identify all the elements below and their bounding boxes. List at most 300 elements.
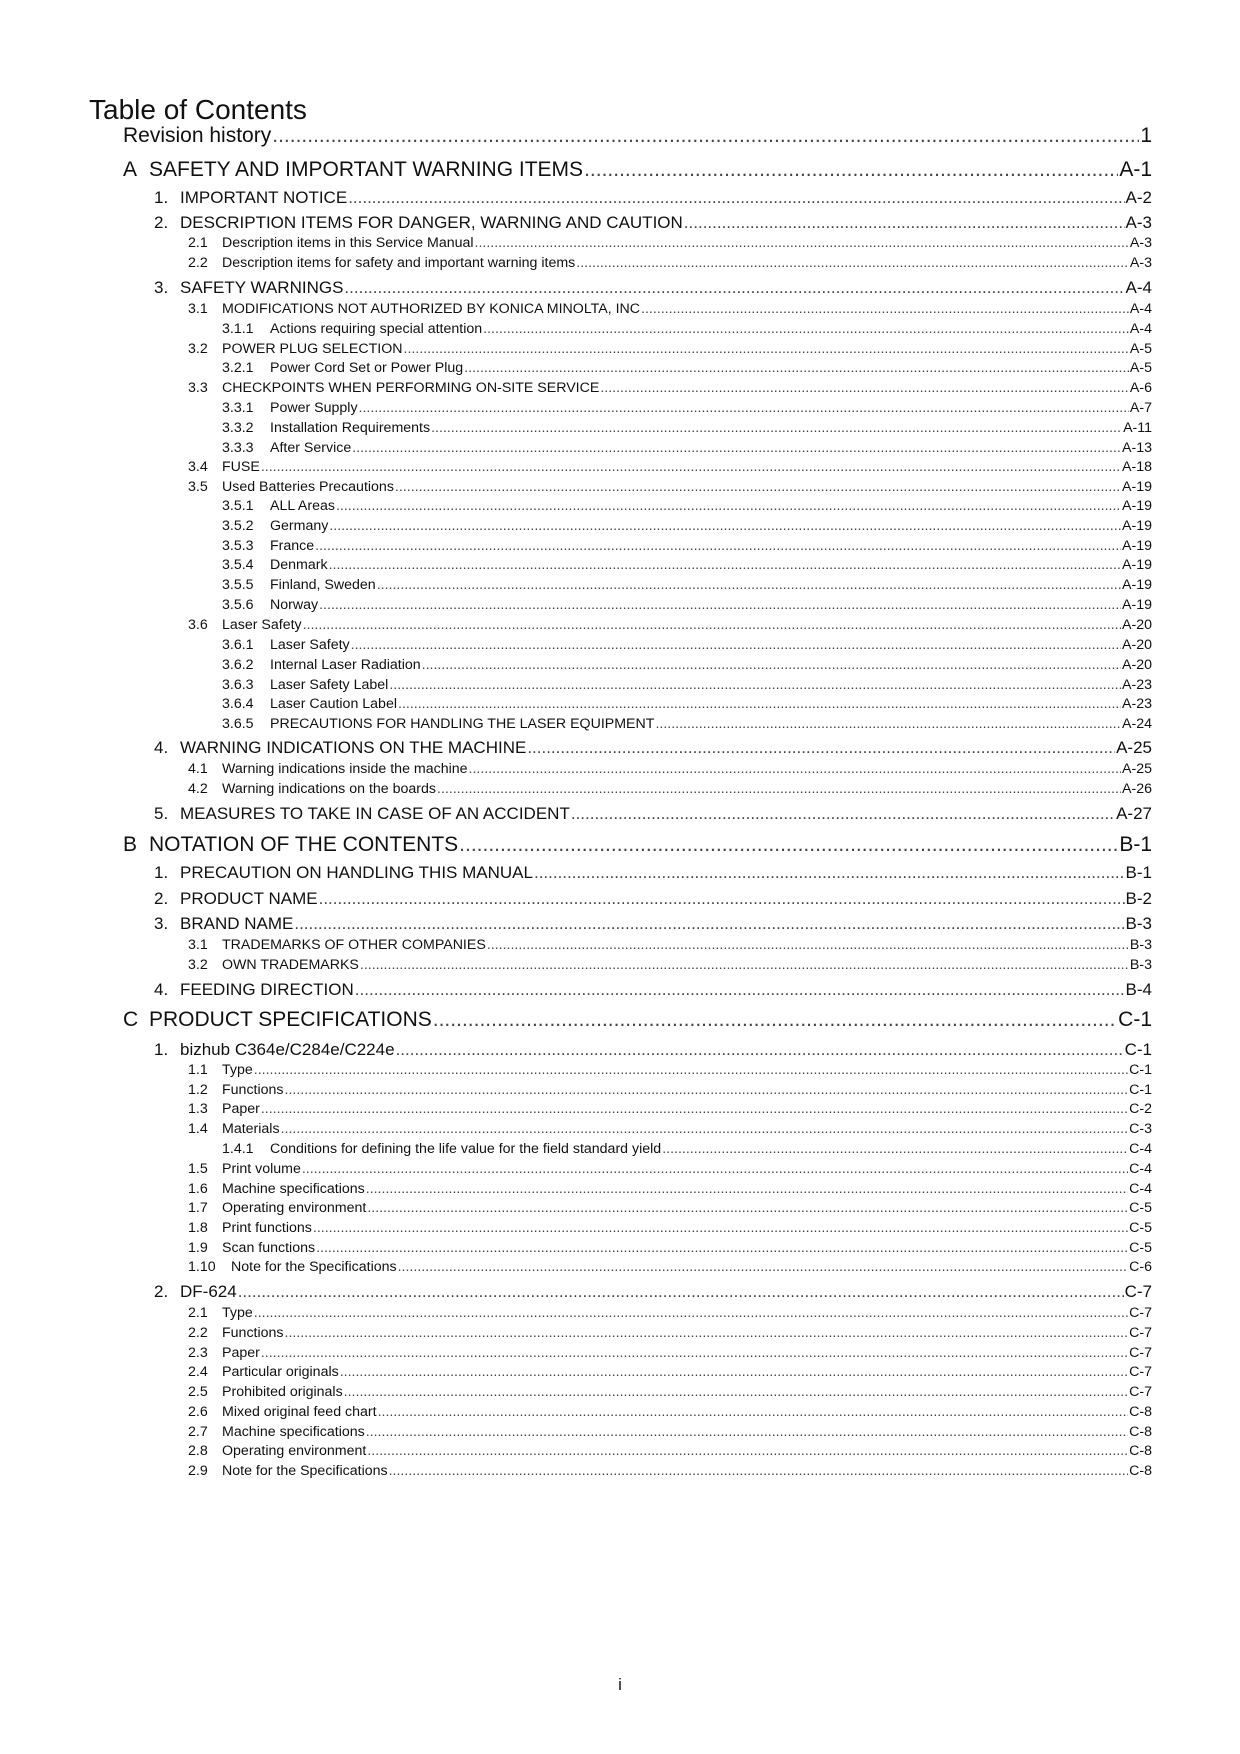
dot-leader [367, 1443, 1128, 1459]
dot-leader [398, 1259, 1129, 1275]
toc-entry-number: 3.1.1 [222, 321, 254, 337]
dot-leader [336, 498, 1121, 514]
toc-entry-number: 2.1 [188, 1305, 208, 1321]
toc-entry-page: B-1 [1125, 863, 1152, 882]
toc-entry-label: PRODUCT SPECIFICATIONS [149, 1008, 432, 1031]
toc-entry-page: B-3 [1125, 914, 1152, 933]
toc-entry-label: Description items in this Service Manual [222, 235, 474, 251]
dot-leader [329, 518, 1121, 534]
toc-entry[interactable] [188, 1443, 1152, 1462]
toc-entry-number: 2. [154, 889, 169, 908]
toc-entry[interactable] [222, 360, 1152, 379]
toc-entry-page: C-3 [1129, 1121, 1152, 1137]
toc-entry-page: A-4 [1129, 321, 1152, 337]
toc-entry[interactable] [222, 498, 1152, 517]
toc-entry-label: MODIFICATIONS NOT AUTHORIZED BY KONICA MINOLTA, INC [222, 301, 641, 317]
toc-entry[interactable] [188, 1404, 1152, 1423]
toc-entry-page: C-7 [1129, 1305, 1152, 1321]
toc-entry[interactable] [123, 124, 1152, 152]
toc-entry-page: A-4 [1125, 278, 1152, 297]
toc-entry-label: bizhub C364e/C284e/C224e [180, 1040, 395, 1059]
toc-entry-number: 4. [154, 738, 169, 757]
toc-entry[interactable] [154, 863, 1152, 885]
dot-leader [475, 235, 1129, 251]
toc-entry-label: CHECKPOINTS WHEN PERFORMING ON-SITE SERVICE [222, 380, 600, 396]
toc-entry-page: C-7 [1124, 1282, 1152, 1301]
toc-entry-number: 3.3 [188, 380, 208, 396]
toc-entry-page: C-5 [1129, 1200, 1152, 1216]
dot-leader [378, 1404, 1129, 1420]
dot-leader [389, 677, 1121, 693]
toc-entry-number: 3.5.5 [222, 577, 254, 593]
toc-entry-label: Print functions [222, 1220, 312, 1236]
toc-entry-label: Installation Requirements [270, 420, 431, 436]
toc-entry-number: 2.4 [188, 1364, 208, 1380]
dot-leader [348, 188, 1124, 208]
dot-leader [404, 341, 1129, 357]
toc-entry-page: C-8 [1129, 1404, 1152, 1420]
toc-entry-page: C-7 [1129, 1345, 1152, 1361]
toc-entry-number: 4. [154, 980, 169, 999]
toc-entry[interactable] [154, 738, 1152, 760]
toc-entry-page: C-1 [1118, 1008, 1152, 1031]
dot-leader [344, 1384, 1128, 1400]
toc-entry-number: 3.6.2 [222, 657, 254, 673]
dot-leader [684, 213, 1125, 233]
toc-entry-page: C-8 [1129, 1424, 1152, 1440]
toc-entry-label: Laser Safety [270, 637, 350, 653]
toc-entry-page: A-13 [1122, 440, 1152, 456]
dot-leader [303, 617, 1121, 633]
toc-entry-number: 3.5.2 [222, 518, 254, 534]
toc-entry-page: A-19 [1122, 479, 1152, 495]
toc-entry-number: 2.9 [188, 1463, 208, 1479]
toc-entry-page: C-1 [1129, 1062, 1152, 1078]
toc-entry-page: 1 [1140, 124, 1152, 147]
toc-entry-number: 2.2 [188, 255, 208, 271]
toc-entry[interactable] [188, 1345, 1152, 1364]
toc-entry-page: B-3 [1129, 937, 1152, 953]
dot-leader [351, 637, 1121, 653]
toc-entry-page: A-20 [1122, 617, 1152, 633]
toc-entry-page: A-18 [1122, 459, 1152, 475]
toc-entry[interactable] [188, 1463, 1152, 1482]
toc-entry-number: 2. [154, 213, 169, 232]
toc-entry-page: A-6 [1129, 380, 1152, 396]
toc-entry-label: NOTATION OF THE CONTENTS [149, 833, 459, 856]
toc-entry-label: OWN TRADEMARKS [222, 957, 359, 973]
toc-entry[interactable] [188, 380, 1152, 399]
dot-leader [576, 255, 1129, 271]
toc-entry-page: C-1 [1124, 1040, 1152, 1059]
toc-entry[interactable] [188, 1101, 1152, 1120]
toc-entry[interactable] [123, 1008, 1152, 1036]
toc-entry[interactable] [222, 321, 1152, 340]
toc-entry-label: Paper [222, 1101, 260, 1117]
toc-entry-label: PRODUCT NAME [180, 889, 318, 908]
dot-leader [302, 1161, 1128, 1177]
dot-leader [359, 400, 1129, 416]
toc-entry-page: A-3 [1125, 213, 1152, 232]
toc-entry-number: 3.5.1 [222, 498, 254, 514]
dot-leader [600, 380, 1129, 396]
toc-entry-label: SAFETY WARNINGS [180, 278, 344, 297]
toc-entry-page: C-8 [1129, 1443, 1152, 1459]
toc-entry-label: PRECAUTION ON HANDLING THIS MANUAL [180, 863, 533, 882]
toc-entry[interactable] [188, 617, 1152, 636]
toc-entry-page: A-27 [1116, 804, 1152, 823]
toc-entry-page: A-25 [1116, 738, 1152, 757]
toc-entry-page: B-3 [1129, 957, 1152, 973]
toc-entry-label: Note for the Specifications [222, 1463, 388, 1479]
dot-leader [527, 738, 1115, 758]
toc-entry-number: 3.6.3 [222, 677, 254, 693]
dot-leader [431, 420, 1122, 436]
toc-entry[interactable] [222, 518, 1152, 537]
dot-leader [641, 301, 1129, 317]
toc-entry-label: DF-624 [180, 1282, 237, 1301]
toc-entry-number: 3.6.5 [222, 716, 254, 732]
toc-entry-page: C-7 [1129, 1325, 1152, 1341]
toc-entry-page: C-8 [1129, 1463, 1152, 1479]
toc-entry-label: POWER PLUG SELECTION [222, 341, 403, 357]
toc-entry-label: Paper [222, 1345, 260, 1361]
dot-leader [281, 1121, 1129, 1137]
toc-entry-number: 2.7 [188, 1424, 208, 1440]
toc-entry-number: 2.3 [188, 1345, 208, 1361]
toc-entry-page: A-3 [1129, 235, 1152, 251]
toc-entry-page: C-2 [1129, 1101, 1152, 1117]
dot-leader [285, 1325, 1129, 1341]
toc-entry[interactable] [154, 1282, 1152, 1304]
toc-entry[interactable] [123, 158, 1152, 186]
toc-entry[interactable] [222, 1141, 1152, 1160]
toc-entry[interactable] [188, 255, 1152, 274]
toc-entry-page: A-19 [1122, 518, 1152, 534]
dot-leader [584, 158, 1118, 182]
toc-entry-number: 2.8 [188, 1443, 208, 1459]
dot-leader [469, 761, 1122, 777]
toc-entry[interactable] [188, 1121, 1152, 1140]
dot-leader [355, 980, 1125, 1000]
dot-leader [261, 1101, 1128, 1117]
toc-entry[interactable] [188, 1325, 1152, 1344]
dot-leader [294, 914, 1124, 934]
toc-entry-page: A-11 [1123, 420, 1152, 436]
toc-entry[interactable] [154, 804, 1152, 826]
toc-entry[interactable] [154, 889, 1152, 911]
toc-entry-page: A-25 [1122, 761, 1152, 777]
dot-leader [655, 716, 1121, 732]
toc-entry-number: 1.1 [188, 1062, 208, 1078]
toc-entry-label: Warning indications on the boards [222, 781, 436, 797]
toc-entry-label: Mixed original feed chart [222, 1404, 377, 1420]
dot-leader [360, 957, 1129, 973]
toc-entry-page: A-19 [1122, 597, 1152, 613]
dot-leader [261, 1345, 1128, 1361]
toc-entry-number: 3.6.1 [222, 637, 254, 653]
dot-leader [389, 1463, 1129, 1479]
toc-entry-label: SAFETY AND IMPORTANT WARNING ITEMS [149, 158, 584, 181]
toc-entry-page: C-4 [1129, 1141, 1152, 1157]
toc-entry-number: 1. [154, 188, 169, 207]
toc-entry-label: Type [222, 1062, 253, 1078]
toc-entry-label: Particular originals [222, 1364, 339, 1380]
toc-entry-number: 3.1 [188, 301, 208, 317]
dot-leader [487, 937, 1129, 953]
toc-entry-label: WARNING INDICATIONS ON THE MACHINE [180, 738, 527, 757]
toc-entry[interactable] [188, 1082, 1152, 1101]
toc-entry-number: A [123, 158, 138, 181]
dot-leader [459, 833, 1118, 857]
dot-leader [422, 657, 1121, 673]
toc-entry-page: C-7 [1129, 1384, 1152, 1400]
toc-entry[interactable] [222, 538, 1152, 557]
toc-entry-label: Machine specifications [222, 1181, 365, 1197]
toc-entry[interactable] [222, 657, 1152, 676]
toc-entry-number: 3. [154, 278, 169, 297]
dot-leader [534, 863, 1125, 883]
toc-entry-number: 3.6 [188, 617, 208, 633]
toc-entry-label: Finland, Sweden [270, 577, 376, 593]
toc-entry[interactable] [188, 235, 1152, 254]
toc-entry-page: A-24 [1122, 716, 1152, 732]
dot-leader [254, 1305, 1128, 1321]
toc-entry-number: 5. [154, 804, 169, 823]
toc-entry[interactable] [188, 1161, 1152, 1180]
toc-entry-number: 3.5.4 [222, 557, 254, 573]
toc-entry-page: B-2 [1125, 889, 1152, 908]
toc-entry-page: A-3 [1129, 255, 1152, 271]
toc-entry-page: A-7 [1129, 400, 1152, 416]
toc-entry-label: IMPORTANT NOTICE [180, 188, 348, 207]
toc-entry[interactable] [123, 833, 1152, 861]
toc-entry-label: TRADEMARKS OF OTHER COMPANIES [222, 937, 486, 953]
toc-entry-page: A-19 [1122, 498, 1152, 514]
toc-entry-number: 1.8 [188, 1220, 208, 1236]
toc-entry[interactable] [188, 1384, 1152, 1403]
toc-entry-number: 2.6 [188, 1404, 208, 1420]
dot-leader [437, 781, 1121, 797]
toc-entry[interactable] [222, 400, 1152, 419]
dot-leader [254, 1062, 1128, 1078]
toc-entry-label: Functions [222, 1325, 284, 1341]
dot-leader [340, 1364, 1128, 1380]
toc-entry-page: A-26 [1122, 781, 1152, 797]
toc-entry-page: A-5 [1129, 341, 1152, 357]
toc-entry-label: Functions [222, 1082, 284, 1098]
toc-entry[interactable] [188, 781, 1152, 800]
toc-entry[interactable] [222, 677, 1152, 696]
toc-entry[interactable] [222, 696, 1152, 715]
toc-entry-number: 3. [154, 914, 169, 933]
toc-entry[interactable] [222, 597, 1152, 616]
toc-entry-page: C-4 [1129, 1161, 1152, 1177]
toc-entry-page: A-20 [1122, 637, 1152, 653]
toc-entry-label: Operating environment [222, 1200, 367, 1216]
toc-entry-label: DESCRIPTION ITEMS FOR DANGER, WARNING AND CAUTION [180, 213, 683, 232]
toc-entry-label: France [270, 538, 315, 554]
toc-entry-label: After Service [270, 440, 352, 456]
dot-leader [662, 1141, 1128, 1157]
toc-entry-number: 4.1 [188, 761, 208, 777]
toc-entry-label: Type [222, 1305, 253, 1321]
toc-entry-number: 3.2.1 [222, 360, 254, 376]
toc-entry-label: Norway [270, 597, 319, 613]
toc-entry[interactable] [188, 1424, 1152, 1443]
toc-entry-number: 1.4.1 [222, 1141, 254, 1157]
toc-entry-page: A-23 [1122, 696, 1152, 712]
toc-entry-label: Materials [222, 1121, 280, 1137]
toc-entry-number: 2. [154, 1282, 169, 1301]
toc-entry-label: Power Supply [270, 400, 358, 416]
toc-entry[interactable] [188, 1259, 1152, 1278]
toc-entry-label: Actions requiring special attention [270, 321, 483, 337]
dot-leader [319, 597, 1121, 613]
toc-entry-page: A-23 [1122, 677, 1152, 693]
toc-entry-label: Print volume [222, 1161, 301, 1177]
dot-leader [285, 1082, 1129, 1098]
toc-entry-number: 1.7 [188, 1200, 208, 1216]
toc-entry-label: MEASURES TO TAKE IN CASE OF AN ACCIDENT [180, 804, 570, 823]
dot-leader [366, 1181, 1128, 1197]
dot-leader [319, 889, 1125, 909]
toc-entry-page: C-4 [1129, 1181, 1152, 1197]
toc-entry[interactable] [188, 957, 1152, 976]
toc-entry-label: Laser Caution Label [270, 696, 397, 712]
toc-entry[interactable] [154, 188, 1152, 210]
toc-entry-page: A-2 [1125, 188, 1152, 207]
toc-entry-page: C-6 [1129, 1259, 1152, 1275]
toc-entry[interactable] [154, 278, 1152, 300]
toc-entry-number: 3.6.4 [222, 696, 254, 712]
toc-entry-number: 1.4 [188, 1121, 208, 1137]
dot-leader [352, 440, 1121, 456]
toc-entry-number: 2.2 [188, 1325, 208, 1341]
toc-entry[interactable] [222, 637, 1152, 656]
dot-leader [571, 804, 1115, 824]
toc-entry-label: Note for the Specifications [231, 1259, 397, 1275]
page-title: Table of Contents [89, 94, 307, 125]
toc-entry-page: A-1 [1119, 158, 1152, 181]
toc-entry-label: Scan functions [222, 1240, 316, 1256]
toc-entry[interactable] [188, 1364, 1152, 1383]
toc-entry-label: Laser Safety Label [270, 677, 389, 693]
dot-leader [313, 1220, 1128, 1236]
toc-entry-page: A-19 [1122, 557, 1152, 573]
toc-entry-number: 3.3.1 [222, 400, 254, 416]
dot-leader [329, 557, 1121, 573]
toc-entry[interactable] [188, 341, 1152, 360]
toc-entry-page: B-4 [1125, 980, 1152, 999]
toc-entry-page: C-7 [1129, 1364, 1152, 1380]
toc-entry-number: 1.3 [188, 1101, 208, 1117]
toc-entry-label: Internal Laser Radiation [270, 657, 421, 673]
toc-entry-page: A-20 [1122, 657, 1152, 673]
toc-entry-number: 3.2 [188, 957, 208, 973]
toc-entry-number: 3.3.2 [222, 420, 254, 436]
toc-entry-number: 3.4 [188, 459, 208, 475]
toc-entry-number: 1.2 [188, 1082, 208, 1098]
toc-entry-number: 2.5 [188, 1384, 208, 1400]
toc-entry-number: 3.2 [188, 341, 208, 357]
toc-entry-number: 1.10 [188, 1259, 216, 1275]
toc-entry-label: Machine specifications [222, 1424, 365, 1440]
dot-leader [344, 278, 1124, 298]
toc-entry-page: C-5 [1129, 1240, 1152, 1256]
dot-leader [395, 479, 1121, 495]
toc-entry[interactable] [188, 937, 1152, 956]
toc-entry-number: B [123, 833, 138, 856]
toc-entry[interactable] [222, 557, 1152, 576]
toc-entry[interactable] [154, 914, 1152, 936]
toc-entry[interactable] [188, 301, 1152, 320]
toc-entry[interactable] [154, 213, 1152, 235]
toc-entry-number: 1.9 [188, 1240, 208, 1256]
dot-leader [261, 459, 1121, 475]
toc-entry[interactable] [188, 479, 1152, 498]
toc-entry-number: 1. [154, 1040, 169, 1059]
toc-entry[interactable] [188, 761, 1152, 780]
dot-leader [398, 696, 1121, 712]
toc-entry[interactable] [188, 1200, 1152, 1219]
toc-entry[interactable] [188, 1181, 1152, 1200]
toc-entry[interactable] [188, 1240, 1152, 1259]
dot-leader [396, 1040, 1124, 1060]
dot-leader [464, 360, 1129, 376]
dot-leader [316, 1240, 1128, 1256]
toc-entry-page: A-4 [1129, 301, 1152, 317]
toc-entry-page: B-1 [1119, 833, 1152, 856]
dot-leader [433, 1008, 1117, 1032]
toc-entry-label: Operating environment [222, 1443, 367, 1459]
toc-entry-number: 3.1 [188, 937, 208, 953]
toc-entry[interactable] [154, 1040, 1152, 1062]
toc-entry[interactable] [222, 577, 1152, 596]
toc-entry[interactable] [188, 1305, 1152, 1324]
toc-entry-label: BRAND NAME [180, 914, 294, 933]
toc-entry-label: Description items for safety and important warning items [222, 255, 576, 271]
toc-entry-label: Conditions for defining the life value for the field standard yield [270, 1141, 662, 1157]
toc-entry-page: C-1 [1129, 1082, 1152, 1098]
toc-entry-number: C [123, 1008, 139, 1031]
page-number-footer: i [618, 1675, 622, 1694]
toc-entry-label: Laser Safety [222, 617, 302, 633]
toc-entry[interactable] [154, 980, 1152, 1002]
toc-entry-number: 1. [154, 863, 169, 882]
dot-leader [366, 1424, 1128, 1440]
toc-entry[interactable] [188, 1062, 1152, 1081]
toc-entry-number: 3.5 [188, 479, 208, 495]
toc-entry-page: A-5 [1129, 360, 1152, 376]
toc-entry-number: 1.5 [188, 1161, 208, 1177]
toc-entry[interactable] [222, 440, 1152, 459]
toc-entry[interactable] [222, 420, 1152, 439]
dot-leader [367, 1200, 1128, 1216]
toc-entry-page: C-5 [1129, 1220, 1152, 1236]
dot-leader [483, 321, 1129, 337]
toc-entry-label: FEEDING DIRECTION [180, 980, 354, 999]
toc-entry-label: Denmark [270, 557, 328, 573]
toc-entry-number: 3.5.6 [222, 597, 254, 613]
toc-entry-number: 4.2 [188, 781, 208, 797]
toc-entry-label: FUSE [222, 459, 260, 475]
dot-leader [272, 124, 1139, 148]
toc-entry[interactable] [188, 1220, 1152, 1239]
toc-entry[interactable] [222, 716, 1152, 735]
toc-entry[interactable] [188, 459, 1152, 478]
toc-entry-page: A-19 [1122, 577, 1152, 593]
